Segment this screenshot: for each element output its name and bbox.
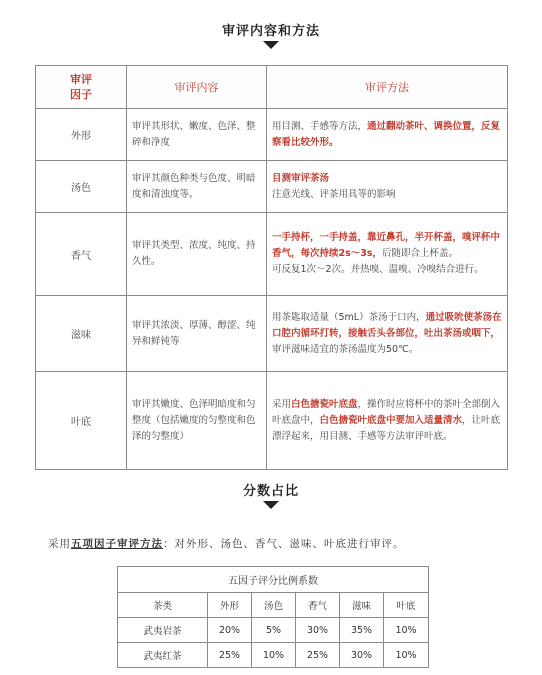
- content-cell: 审评其类型、浓度、纯度、持久性。: [127, 213, 267, 296]
- factor-cell: 外形: [36, 109, 127, 161]
- factor-cell: 叶底: [36, 372, 127, 470]
- header-cell: 叶底: [384, 593, 429, 618]
- method-text: ，让叶底漂浮起来，用目测、手感等方法审评叶底。: [272, 414, 501, 442]
- method-text: 用茶匙取适量（5mL）茶汤于口内，: [272, 311, 426, 323]
- evaluation-table: [35, 65, 508, 470]
- header-method: 审评方法: [267, 66, 508, 109]
- score-table-header: [118, 593, 429, 618]
- score-table-caption: 五因子评分比例系数: [118, 567, 429, 593]
- table-row: [118, 618, 429, 643]
- down-arrow-icon: [262, 40, 280, 50]
- header-cell: 汤色: [252, 593, 296, 618]
- method-emphasis: 白色搪瓷叶底盘: [291, 398, 358, 410]
- table-row: [36, 213, 508, 296]
- header-content: 审评内容: [127, 66, 267, 109]
- method-text: ，操作时应将杯中的茶叶全部倒入叶底盘中，: [272, 398, 501, 426]
- content-cell: 审评其浓淡、厚薄、醇涩、纯异和鲜钝等: [127, 296, 267, 372]
- table-row: [36, 372, 508, 470]
- method-cell: [267, 161, 508, 213]
- method-cell: [267, 109, 508, 161]
- evaluation-table-header: [36, 66, 508, 109]
- method-text: 采用: [272, 398, 292, 410]
- header-cell: 茶类: [118, 593, 208, 618]
- method-emphasis: 通过翻动茶叶、调换位置，反复察看比较外形。: [272, 120, 501, 148]
- method-emphasis: 通过吸吮使茶汤在口腔内循环打转，接触舌头各部位，吐出茶汤或咽下，: [272, 311, 502, 339]
- table-row: [36, 296, 508, 372]
- section-title-evaluation: 审评内容和方法: [221, 24, 320, 39]
- method-text: 注意光线、评茶用具等的影响: [272, 188, 396, 200]
- score-cell: 20%: [208, 618, 252, 643]
- method-text: 审评滋味适宜的茶汤温度为50℃。: [272, 343, 419, 355]
- method-cell: [267, 372, 508, 470]
- factor-cell: 汤色: [36, 161, 127, 213]
- score-cell: 25%: [296, 643, 340, 668]
- score-cell: 5%: [252, 618, 296, 643]
- method-emphasis: 白色搪瓷叶底盘中要加入适量清水: [319, 414, 463, 426]
- score-cell: 35%: [340, 618, 384, 643]
- score-cell: 10%: [384, 643, 429, 668]
- score-cell: 10%: [384, 618, 429, 643]
- factor-cell: 滋味: [36, 296, 127, 372]
- method-emphasis: 一手持杯，一手持盖，靠近鼻孔，半开杯盖，嗅评杯中香气，每次持续2s～3s，: [272, 232, 501, 259]
- method-cell: [267, 296, 508, 372]
- header-cell: 滋味: [340, 593, 384, 618]
- method-text: 后随即合上杯盖。: [382, 248, 459, 259]
- down-arrow-icon: [262, 500, 280, 510]
- content-cell: 审评其嫩度、色泽明暗度和匀整度（包括嫩度的匀整度和色泽的匀整度）: [127, 372, 267, 470]
- header-factor: 审评 因子: [36, 66, 127, 109]
- table-row: [36, 161, 508, 213]
- method-text: 可反复1次～2次。并热嗅、温嗅、冷嗅结合进行。: [272, 264, 484, 275]
- score-table-caption-row: [118, 567, 429, 593]
- method-text: 用目测、手感等方法，: [272, 120, 368, 132]
- score-table: [117, 566, 429, 668]
- method-emphasis: 目测审评茶汤: [272, 172, 330, 184]
- content-cell: 审评其颜色种类与色度、明暗度和清浊度等。: [127, 161, 267, 213]
- score-cell: 25%: [208, 643, 252, 668]
- table-row: [36, 109, 508, 161]
- score-cell: 30%: [340, 643, 384, 668]
- score-cell: 30%: [296, 618, 340, 643]
- intro-emphasis: 五项因子审评方法: [71, 538, 163, 550]
- content-cell: 审评其形状、嫩度、色泽、整碎和净度: [127, 109, 267, 161]
- table-row: [118, 643, 429, 668]
- tea-type-cell: 武夷红茶: [118, 643, 208, 668]
- header-cell: 香气: [296, 593, 340, 618]
- tea-type-cell: 武夷岩茶: [118, 618, 208, 643]
- section-title-score: 分数占比: [242, 484, 299, 499]
- intro-text: 采用五项因子审评方法：对外形、汤色、香气、滋味、叶底进行审评。: [48, 538, 405, 550]
- method-cell: [267, 213, 508, 296]
- score-cell: 10%: [252, 643, 296, 668]
- header-cell: 外形: [208, 593, 252, 618]
- factor-cell: 香气: [36, 213, 127, 296]
